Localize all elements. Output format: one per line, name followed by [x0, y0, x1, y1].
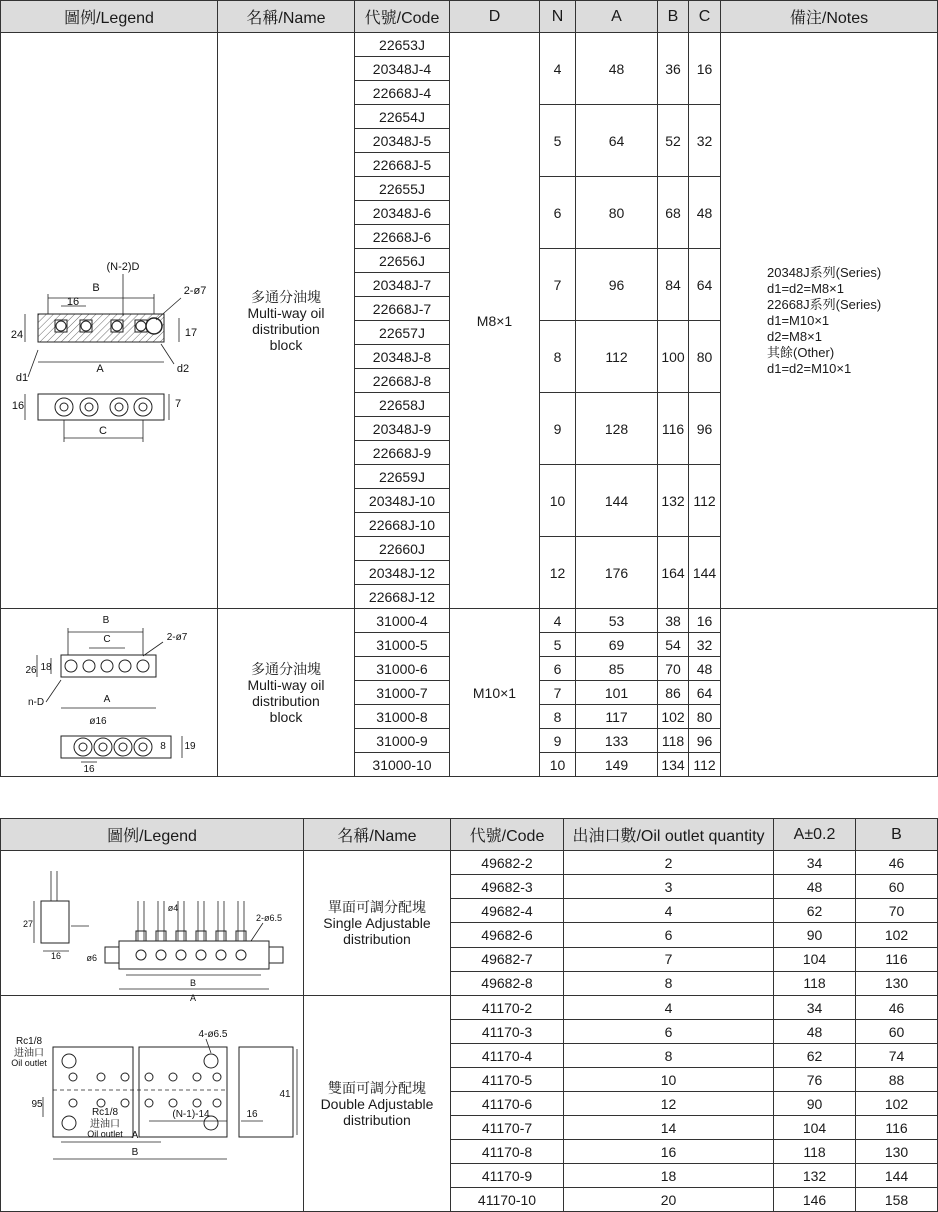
b-cell: 102 [856, 1092, 938, 1116]
legend-drawing-multiway-m8 [1, 34, 216, 608]
c-cell: 96 [689, 393, 721, 465]
code-cell: 22653J [355, 33, 450, 57]
legend-dimension-label: A [131, 1129, 139, 1141]
legend-dimension-label: 27 [22, 919, 34, 929]
code-cell: 49682-8 [451, 971, 564, 995]
code-cell: 49682-4 [451, 899, 564, 923]
c-cell: 96 [689, 729, 721, 753]
b-cell: 130 [856, 1140, 938, 1164]
product-name [218, 33, 355, 609]
b-cell: 68 [658, 177, 689, 249]
legend-dimension-label: 16 [83, 763, 95, 775]
header-code: 代號/Code [451, 819, 564, 851]
b-cell: 36 [658, 33, 689, 105]
product-name [304, 996, 451, 1212]
legend-dimension-label: d1 [15, 371, 29, 384]
a-cell: 62 [774, 899, 856, 923]
legend-dimension-label: 41 [279, 1088, 291, 1100]
outlet-quantity-cell: 18 [564, 1164, 774, 1188]
table-row [1, 33, 938, 57]
product-name-line: Double Adjustable [320, 1095, 434, 1112]
product-name [304, 851, 451, 996]
header-name: 名稱/Name [304, 819, 451, 851]
product-name-line: 雙面可調分配塊 [328, 1079, 426, 1096]
n-cell: 9 [540, 729, 576, 753]
table-row [1, 851, 938, 875]
legend-dimension-label: 16 [66, 295, 80, 308]
code-cell: 20348J-10 [355, 489, 450, 513]
c-cell: 112 [689, 753, 721, 777]
product-name-line: distribution [343, 1111, 411, 1128]
legend-dimension-label: Rc1/8 [91, 1106, 119, 1118]
table-header-row [1, 1, 938, 33]
code-cell: 31000-10 [355, 753, 450, 777]
c-cell: 64 [689, 249, 721, 321]
b-cell: 116 [658, 393, 689, 465]
header-b: B [856, 819, 938, 851]
product-name-line: distribution [252, 320, 320, 337]
code-cell: 41170-4 [451, 1044, 564, 1068]
header-legend: 圖例/Legend [1, 819, 304, 851]
code-cell: 31000-7 [355, 681, 450, 705]
header-legend: 圖例/Legend [1, 1, 218, 33]
code-cell: 20348J-7 [355, 273, 450, 297]
a-cell: 118 [774, 971, 856, 995]
b-cell: 102 [658, 705, 689, 729]
header-n: N [540, 1, 576, 33]
code-cell: 49682-6 [451, 923, 564, 947]
code-cell: 41170-6 [451, 1092, 564, 1116]
n-cell: 6 [540, 177, 576, 249]
legend-dimension-label: 24 [10, 328, 24, 341]
n-cell: 5 [540, 633, 576, 657]
a-cell: 133 [576, 729, 658, 753]
legend-dimension-label: 16 [50, 951, 62, 961]
product-name-line: 單面可調分配塊 [328, 899, 426, 915]
code-cell: 20348J-6 [355, 201, 450, 225]
spec-table-adjustable [0, 818, 938, 1212]
legend-dimension-label: B [102, 614, 110, 626]
legend-dimension-label: n-D [27, 696, 45, 708]
code-cell: 31000-5 [355, 633, 450, 657]
header-b: B [658, 1, 689, 33]
c-cell: 48 [689, 657, 721, 681]
c-cell: 80 [689, 705, 721, 729]
b-cell: 54 [658, 633, 689, 657]
product-name-line: distribution [343, 931, 411, 947]
legend-dimension-label: 2-ø7 [183, 284, 207, 297]
product-name-line: 多通分油塊 [251, 288, 321, 305]
c-cell: 32 [689, 105, 721, 177]
header-a: A [576, 1, 658, 33]
product-name-line: 多通分油塊 [251, 660, 321, 677]
legend-dimension-label: 16 [11, 399, 25, 412]
header-outlet-quantity: 出油口數/Oil outlet quantity [564, 819, 774, 851]
a-cell: 96 [576, 249, 658, 321]
n-cell: 4 [540, 609, 576, 633]
code-cell: 41170-10 [451, 1188, 564, 1212]
code-cell: 22658J [355, 393, 450, 417]
outlet-quantity-cell: 12 [564, 1092, 774, 1116]
code-cell: 41170-3 [451, 1020, 564, 1044]
a-cell: 90 [774, 1092, 856, 1116]
n-cell: 9 [540, 393, 576, 465]
n-cell: 5 [540, 105, 576, 177]
c-cell: 80 [689, 321, 721, 393]
c-cell: 48 [689, 177, 721, 249]
c-cell: 16 [689, 609, 721, 633]
b-cell: 86 [658, 681, 689, 705]
legend-cell [1, 33, 218, 609]
code-cell: 22655J [355, 177, 450, 201]
code-cell: 31000-9 [355, 729, 450, 753]
legend-dimension-label: 7 [174, 397, 182, 410]
outlet-quantity-cell: 6 [564, 923, 774, 947]
outlet-quantity-cell: 20 [564, 1188, 774, 1212]
a-cell: 90 [774, 923, 856, 947]
b-cell: 118 [658, 729, 689, 753]
code-cell: 20348J-5 [355, 129, 450, 153]
code-cell: 22668J-12 [355, 585, 450, 609]
header-a-tolerance: A±0.2 [774, 819, 856, 851]
b-cell: 46 [856, 996, 938, 1020]
a-cell: 76 [774, 1068, 856, 1092]
c-cell: 32 [689, 633, 721, 657]
legend-dimension-label: 2-ø6.5 [255, 913, 283, 923]
legend-dimension-label: Rc1/8 [15, 1035, 43, 1047]
outlet-quantity-cell: 8 [564, 971, 774, 995]
legend-dimension-label: 进油口 [14, 1047, 44, 1059]
code-cell: 22654J [355, 105, 450, 129]
b-cell: 60 [856, 1020, 938, 1044]
legend-dimension-label: 4-ø6.5 [198, 1028, 228, 1040]
b-cell: 130 [856, 971, 938, 995]
outlet-quantity-cell: 4 [564, 899, 774, 923]
code-cell: 22668J-6 [355, 225, 450, 249]
legend-dimension-label: 17 [184, 326, 198, 339]
notes-line: 20348J系列(Series) [767, 264, 882, 280]
legend-dimension-label: Oil outlet [11, 1057, 47, 1068]
notes-line: d1=M10×1 [767, 312, 830, 328]
b-cell: 144 [856, 1164, 938, 1188]
header-code: 代號/Code [355, 1, 450, 33]
a-cell: 80 [576, 177, 658, 249]
product-name-line: Single Adjustable [323, 915, 431, 931]
legend-dimension-label: A [103, 693, 111, 705]
a-cell: 53 [576, 609, 658, 633]
header-c: C [689, 1, 721, 33]
c-cell: 64 [689, 681, 721, 705]
code-cell: 41170-9 [451, 1164, 564, 1188]
legend-dimension-label: (N-1)-14 [172, 1108, 210, 1120]
table-header-row [1, 819, 938, 851]
thread-d-cell: M10×1 [450, 609, 540, 777]
legend-dimension-label: A [189, 993, 197, 1003]
code-cell: 49682-3 [451, 875, 564, 899]
legend-dimension-label: B [92, 281, 100, 294]
a-cell: 118 [774, 1140, 856, 1164]
a-cell: 69 [576, 633, 658, 657]
legend-dimension-label: ø6 [86, 953, 97, 963]
header-name: 名稱/Name [218, 1, 355, 33]
outlet-quantity-cell: 10 [564, 1068, 774, 1092]
product-name-line: Multi-way oil [247, 304, 325, 321]
n-cell: 12 [540, 537, 576, 609]
table-row [1, 609, 938, 633]
a-cell: 128 [576, 393, 658, 465]
legend-dimension-label: 8 [160, 740, 166, 752]
legend-drawing-double-adjustable [1, 997, 302, 1211]
n-cell: 7 [540, 681, 576, 705]
legend-drawing-single-adjustable [1, 851, 302, 1003]
a-cell: 48 [774, 1020, 856, 1044]
b-cell: 132 [658, 465, 689, 537]
code-cell: 41170-8 [451, 1140, 564, 1164]
b-cell: 100 [658, 321, 689, 393]
b-cell: 52 [658, 105, 689, 177]
a-cell: 104 [774, 1116, 856, 1140]
a-cell: 146 [774, 1188, 856, 1212]
legend-dimension-label: C [103, 633, 111, 645]
code-cell: 22657J [355, 321, 450, 345]
code-cell: 22668J-5 [355, 153, 450, 177]
c-cell: 144 [689, 537, 721, 609]
legend-dimension-label: 进油口 [90, 1118, 120, 1130]
outlet-quantity-cell: 2 [564, 851, 774, 875]
c-cell: 112 [689, 465, 721, 537]
outlet-quantity-cell: 8 [564, 1044, 774, 1068]
code-cell: 41170-5 [451, 1068, 564, 1092]
outlet-quantity-cell: 4 [564, 996, 774, 1020]
table-row [1, 996, 938, 1020]
legend-dimension-label: 26 [25, 664, 37, 676]
legend-dimension-label: (N-2)D [106, 260, 140, 273]
a-cell: 112 [576, 321, 658, 393]
code-cell: 49682-2 [451, 851, 564, 875]
legend-cell [1, 851, 304, 1003]
notes-line: d2=M8×1 [767, 328, 822, 344]
notes-line: d1=d2=M8×1 [767, 280, 844, 296]
b-cell: 116 [856, 1116, 938, 1140]
n-cell: 8 [540, 705, 576, 729]
legend-dimension-label: 2-ø7 [166, 631, 188, 643]
notes-line: 其餘(Other) [767, 344, 835, 360]
a-cell: 101 [576, 681, 658, 705]
a-cell: 132 [774, 1164, 856, 1188]
outlet-quantity-cell: 14 [564, 1116, 774, 1140]
code-cell: 22659J [355, 465, 450, 489]
outlet-quantity-cell: 7 [564, 947, 774, 971]
b-cell: 70 [658, 657, 689, 681]
product-name-line: block [269, 336, 303, 353]
b-cell: 74 [856, 1044, 938, 1068]
code-cell: 20348J-12 [355, 561, 450, 585]
legend-dimension-label: A [96, 362, 104, 375]
a-cell: 104 [774, 947, 856, 971]
a-cell: 48 [774, 875, 856, 899]
a-cell: 176 [576, 537, 658, 609]
a-cell: 34 [774, 996, 856, 1020]
n-cell: 7 [540, 249, 576, 321]
product-name-line: block [269, 708, 303, 725]
legend-dimension-label: 16 [246, 1108, 258, 1120]
notes-cell-empty [721, 609, 938, 777]
b-cell: 38 [658, 609, 689, 633]
legend-dimension-label: 18 [40, 661, 52, 673]
notes-line: 22668J系列(Series) [767, 296, 882, 312]
code-cell: 49682-7 [451, 947, 564, 971]
b-cell: 88 [856, 1068, 938, 1092]
code-cell: 22656J [355, 249, 450, 273]
n-cell: 8 [540, 321, 576, 393]
notes-line: d1=d2=M10×1 [767, 360, 852, 376]
b-cell: 102 [856, 923, 938, 947]
c-cell: 16 [689, 33, 721, 105]
legend-dimension-label: ø4 [167, 903, 179, 913]
n-cell: 10 [540, 465, 576, 537]
outlet-quantity-cell: 6 [564, 1020, 774, 1044]
header-notes: 備注/Notes [721, 1, 938, 33]
legend-dimension-label: d2 [176, 362, 190, 375]
product-name-line: Multi-way oil [247, 676, 325, 693]
a-cell: 144 [576, 465, 658, 537]
code-cell: 22668J-9 [355, 441, 450, 465]
code-cell: 22668J-4 [355, 81, 450, 105]
code-cell: 31000-6 [355, 657, 450, 681]
legend-dimension-label: B [189, 978, 197, 988]
a-cell: 117 [576, 705, 658, 729]
a-cell: 48 [576, 33, 658, 105]
a-cell: 62 [774, 1044, 856, 1068]
legend-dimension-label: ø16 [89, 715, 107, 727]
legend-drawing-multiway-m10 [1, 610, 216, 776]
b-cell: 60 [856, 875, 938, 899]
a-cell: 34 [774, 851, 856, 875]
b-cell: 84 [658, 249, 689, 321]
n-cell: 4 [540, 33, 576, 105]
legend-cell [1, 996, 304, 1212]
b-cell: 164 [658, 537, 689, 609]
code-cell: 31000-4 [355, 609, 450, 633]
a-cell: 64 [576, 105, 658, 177]
thread-d-cell: M8×1 [450, 33, 540, 609]
n-cell: 6 [540, 657, 576, 681]
code-cell: 41170-7 [451, 1116, 564, 1140]
legend-dimension-label: C [99, 424, 107, 437]
code-cell: 31000-8 [355, 705, 450, 729]
b-cell: 46 [856, 851, 938, 875]
code-cell: 22668J-8 [355, 369, 450, 393]
legend-dimension-label: Oil outlet [87, 1128, 123, 1139]
b-cell: 70 [856, 899, 938, 923]
code-cell: 22660J [355, 537, 450, 561]
header-d: D [450, 1, 540, 33]
b-cell: 158 [856, 1188, 938, 1212]
legend-dimension-label: 19 [184, 740, 196, 752]
code-cell: 41170-2 [451, 996, 564, 1020]
b-cell: 134 [658, 753, 689, 777]
code-cell: 22668J-7 [355, 297, 450, 321]
product-name [218, 609, 355, 777]
code-cell: 20348J-9 [355, 417, 450, 441]
a-cell: 149 [576, 753, 658, 777]
n-cell: 10 [540, 753, 576, 777]
product-name-line: distribution [252, 692, 320, 709]
a-cell: 85 [576, 657, 658, 681]
notes-cell [721, 33, 938, 609]
code-cell: 20348J-8 [355, 345, 450, 369]
outlet-quantity-cell: 3 [564, 875, 774, 899]
code-cell: 22668J-10 [355, 513, 450, 537]
b-cell: 116 [856, 947, 938, 971]
legend-cell [1, 609, 218, 777]
legend-dimension-label: 95 [31, 1098, 43, 1110]
legend-dimension-label: B [131, 1146, 139, 1158]
outlet-quantity-cell: 16 [564, 1140, 774, 1164]
code-cell: 20348J-4 [355, 57, 450, 81]
